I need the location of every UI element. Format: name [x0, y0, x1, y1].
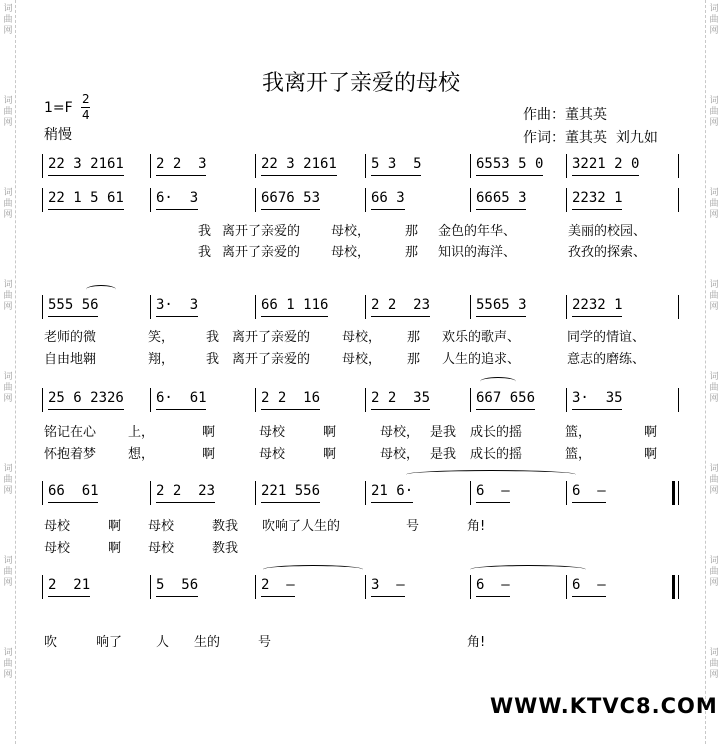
side-watermark-text: 词 曲 网: [709, 280, 719, 312]
bar-line: [150, 575, 151, 599]
lyric-segment: 教我: [212, 519, 239, 534]
measure-notes: 6 –: [572, 483, 606, 499]
lyric-segment: 笑，: [148, 330, 175, 345]
lyric-segment: 母校，: [380, 447, 420, 462]
lyric-segment: 成长的摇: [470, 447, 523, 462]
lyric-segment: 那: [405, 224, 419, 239]
measure-notes: 6· 3: [156, 190, 199, 206]
beam-underline: [371, 316, 430, 317]
measure-notes: 3· 3: [156, 297, 199, 313]
measure-notes: 3 –: [371, 577, 405, 593]
left-border-line: [15, 0, 16, 744]
bar-line: [42, 295, 43, 319]
measure-notes: 66 1 116: [261, 297, 329, 313]
bar-line: [678, 481, 679, 505]
lyric-segment: 啊: [323, 425, 337, 440]
side-watermark-text: 词 曲 网: [3, 188, 13, 220]
lyric-segment: 角!: [467, 635, 486, 650]
lyric-segment: 母校，: [342, 330, 382, 345]
bar-line: [150, 154, 151, 178]
measure-notes: 6553 5 0: [476, 156, 544, 172]
beam-underline: [48, 316, 98, 317]
beam-underline: [156, 209, 198, 210]
beam-underline: [371, 596, 405, 597]
beam-underline: [572, 409, 622, 410]
lyric-segment: 母校，: [331, 245, 371, 260]
measure-notes: 2232 1: [572, 190, 623, 206]
bar-line: [566, 575, 567, 599]
measure-notes: 22 3 2161: [261, 156, 337, 172]
beam-underline: [261, 596, 295, 597]
lyric-segment: 意志的磨练、: [567, 352, 646, 367]
bar-line: [566, 481, 567, 505]
beam-underline: [572, 175, 639, 176]
beam-underline: [156, 175, 206, 176]
beam-underline: [156, 409, 206, 410]
side-watermark-text: 词 曲 网: [709, 372, 719, 404]
bar-line: [365, 388, 366, 412]
measure-notes: 221 556: [261, 483, 321, 499]
lyric-segment: 母校: [44, 541, 71, 556]
slur-mark: [406, 470, 576, 479]
lyric-segment: 人生的追求、: [442, 352, 521, 367]
lyric-segment: 是我: [430, 425, 457, 440]
bar-line: [678, 188, 679, 212]
lyric-segment: 离开了亲爱的: [222, 224, 301, 239]
beam-underline: [476, 409, 535, 410]
bar-line: [470, 388, 471, 412]
bar-line: [470, 575, 471, 599]
bar-line: [42, 188, 43, 212]
bar-line: [365, 154, 366, 178]
lyric-segment: 那: [407, 352, 421, 367]
lyric-segment: 母校，: [342, 352, 382, 367]
bar-line: [255, 188, 256, 212]
lyric-segment: 啊: [108, 541, 122, 556]
bar-line: [678, 575, 679, 599]
beam-underline: [572, 316, 622, 317]
final-bar-line: [672, 575, 675, 599]
measure-notes: 5565 3: [476, 297, 527, 313]
lyric-segment: 生的: [194, 635, 221, 650]
side-watermark-text: 词 曲 网: [3, 464, 13, 496]
lyric-segment: 母校: [148, 519, 175, 534]
bar-line: [42, 481, 43, 505]
lyric-segment: 自由地翱: [44, 352, 97, 367]
lyric-segment: 响了: [96, 635, 123, 650]
slur-mark: [480, 377, 516, 386]
slur-mark: [263, 565, 363, 574]
bar-line: [42, 154, 43, 178]
beam-underline: [371, 209, 405, 210]
beam-underline: [371, 175, 421, 176]
bar-line: [566, 154, 567, 178]
side-watermark-text: 词 曲 网: [3, 556, 13, 588]
bar-line: [566, 388, 567, 412]
song-title: 我离开了亲爱的母校: [261, 71, 460, 96]
measure-notes: 2232 1: [572, 297, 623, 313]
lyric-segment: 离开了亲爱的: [232, 330, 311, 345]
side-watermark-text: 词 曲 网: [709, 556, 719, 588]
bar-line: [150, 295, 151, 319]
beam-underline: [476, 502, 510, 503]
lyric-segment: 母校，: [380, 425, 420, 440]
lyric-segment: 我: [198, 245, 212, 260]
measure-notes: 6 –: [572, 577, 606, 593]
bar-line: [255, 481, 256, 505]
bar-line: [678, 388, 679, 412]
bar-line: [255, 575, 256, 599]
measure-notes: 66 3: [371, 190, 405, 206]
beam-underline: [476, 209, 526, 210]
lyric-segment: 上，: [128, 425, 155, 440]
lyric-segment: 成长的摇: [470, 425, 523, 440]
bar-line: [150, 388, 151, 412]
beam-underline: [48, 175, 124, 176]
bar-line: [255, 295, 256, 319]
lyric-segment: 啊: [644, 447, 658, 462]
bar-line: [255, 388, 256, 412]
lyric-segment: 离开了亲爱的: [222, 245, 301, 260]
beam-underline: [48, 409, 124, 410]
lyric-segment: 号: [406, 519, 420, 534]
side-watermark-text: 词 曲 网: [3, 4, 13, 36]
lyric-segment: 吹响了人生的: [262, 519, 341, 534]
measure-notes: 6 –: [476, 483, 510, 499]
time-signature-bottom: 4: [82, 108, 90, 122]
measure-notes: 5 56: [156, 577, 199, 593]
beam-underline: [156, 502, 215, 503]
side-watermark-text: 词 曲 网: [3, 280, 13, 312]
lyric-segment: 母校: [148, 541, 175, 556]
lyricist-credit: 作词：董其英 刘九如: [523, 130, 658, 146]
beam-underline: [476, 175, 543, 176]
beam-underline: [261, 209, 320, 210]
beam-underline: [261, 316, 328, 317]
lyric-segment: 啊: [323, 447, 337, 462]
lyric-segment: 啊: [202, 425, 216, 440]
measure-notes: 66 61: [48, 483, 99, 499]
bar-line: [365, 188, 366, 212]
measure-notes: 667 656: [476, 390, 536, 406]
bar-line: [470, 295, 471, 319]
site-watermark: WWW.KTVC8.COM: [490, 694, 718, 718]
bar-line: [365, 481, 366, 505]
lyric-segment: 是我: [430, 447, 457, 462]
measure-notes: 2 2 35: [371, 390, 431, 406]
side-watermark-text: 词 曲 网: [709, 464, 719, 496]
measure-notes: 22 1 5 61: [48, 190, 124, 206]
lyric-segment: 铭记在心: [44, 425, 97, 440]
measure-notes: 6· 61: [156, 390, 207, 406]
slur-mark: [86, 285, 116, 294]
lyric-segment: 篮，: [565, 447, 592, 462]
lyric-segment: 人: [156, 635, 170, 650]
side-watermark-text: 词 曲 网: [3, 96, 13, 128]
side-watermark-text: 词 曲 网: [3, 372, 13, 404]
lyric-segment: 母校: [259, 447, 286, 462]
bar-line: [678, 295, 679, 319]
measure-notes: 2 –: [261, 577, 295, 593]
slur-mark: [470, 565, 586, 574]
measure-notes: 2 2 23: [371, 297, 431, 313]
lyric-segment: 知识的海洋、: [438, 245, 517, 260]
lyric-segment: 想，: [128, 447, 155, 462]
beam-underline: [572, 596, 606, 597]
lyric-segment: 啊: [202, 447, 216, 462]
lyric-segment: 母校，: [331, 224, 371, 239]
time-signature-top: 2: [82, 92, 90, 106]
measure-notes: 2 2 3: [156, 156, 207, 172]
measure-notes: 6676 53: [261, 190, 321, 206]
measure-notes: 3221 2 0: [572, 156, 640, 172]
beam-underline: [261, 502, 320, 503]
beam-underline: [48, 596, 90, 597]
beam-underline: [261, 409, 320, 410]
beam-underline: [156, 316, 198, 317]
bar-line: [42, 388, 43, 412]
key-signature: 1=F: [44, 100, 73, 116]
measure-notes: 6 –: [476, 577, 510, 593]
lyric-segment: 金色的年华、: [438, 224, 517, 239]
measure-notes: 3· 35: [572, 390, 623, 406]
measure-notes: 555 56: [48, 297, 99, 313]
side-watermark-text: 词 曲 网: [709, 648, 719, 680]
lyric-segment: 母校: [44, 519, 71, 534]
side-watermark-text: 词 曲 网: [709, 96, 719, 128]
measure-notes: 2 2 16: [261, 390, 321, 406]
lyric-segment: 那: [407, 330, 421, 345]
measure-notes: 6665 3: [476, 190, 527, 206]
side-watermark-text: 词 曲 网: [3, 648, 13, 680]
measure-notes: 25 6 2326: [48, 390, 124, 406]
side-watermark-text: 词 曲 网: [709, 4, 719, 36]
measure-notes: 2 2 23: [156, 483, 216, 499]
beam-underline: [572, 209, 622, 210]
tempo-marking: 稍慢: [44, 127, 72, 143]
beam-underline: [48, 209, 124, 210]
lyric-segment: 篮，: [565, 425, 592, 440]
lyric-segment: 号: [258, 635, 272, 650]
lyric-segment: 同学的情谊、: [567, 330, 646, 345]
beam-underline: [371, 502, 413, 503]
bar-line: [678, 154, 679, 178]
lyric-segment: 欢乐的歌声、: [442, 330, 521, 345]
lyric-segment: 怀抱着梦: [44, 447, 97, 462]
lyric-segment: 啊: [644, 425, 658, 440]
measure-notes: 2 21: [48, 577, 91, 593]
beam-underline: [371, 409, 430, 410]
lyric-segment: 母校: [259, 425, 286, 440]
lyric-segment: 那: [405, 245, 419, 260]
bar-line: [566, 188, 567, 212]
bar-line: [365, 295, 366, 319]
beam-underline: [48, 502, 98, 503]
final-bar-line: [672, 481, 675, 505]
lyric-segment: 角!: [467, 519, 486, 534]
bar-line: [470, 188, 471, 212]
beam-underline: [476, 316, 526, 317]
bar-line: [42, 575, 43, 599]
measure-notes: 22 3 2161: [48, 156, 124, 172]
lyric-segment: 我: [198, 224, 212, 239]
lyric-segment: 我: [206, 352, 220, 367]
beam-underline: [156, 596, 198, 597]
right-border-line: [705, 0, 706, 744]
lyric-segment: 教我: [212, 541, 239, 556]
lyric-segment: 我: [206, 330, 220, 345]
lyric-segment: 离开了亲爱的: [232, 352, 311, 367]
lyric-segment: 美丽的校园、: [568, 224, 647, 239]
lyric-segment: 老师的微: [44, 330, 97, 345]
lyric-segment: 孜孜的探索、: [568, 245, 647, 260]
measure-notes: 5 3 5: [371, 156, 422, 172]
beam-underline: [261, 175, 337, 176]
bar-line: [150, 481, 151, 505]
beam-underline: [572, 502, 606, 503]
composer-credit: 作曲：董其英: [523, 107, 607, 123]
lyric-segment: 啊: [108, 519, 122, 534]
lyric-segment: 吹: [44, 635, 58, 650]
side-watermark-text: 词 曲 网: [709, 188, 719, 220]
bar-line: [365, 575, 366, 599]
bar-line: [470, 154, 471, 178]
measure-notes: 21 6·: [371, 483, 414, 499]
bar-line: [566, 295, 567, 319]
lyric-segment: 翔，: [148, 352, 175, 367]
bar-line: [470, 481, 471, 505]
beam-underline: [476, 596, 510, 597]
bar-line: [255, 154, 256, 178]
bar-line: [150, 188, 151, 212]
